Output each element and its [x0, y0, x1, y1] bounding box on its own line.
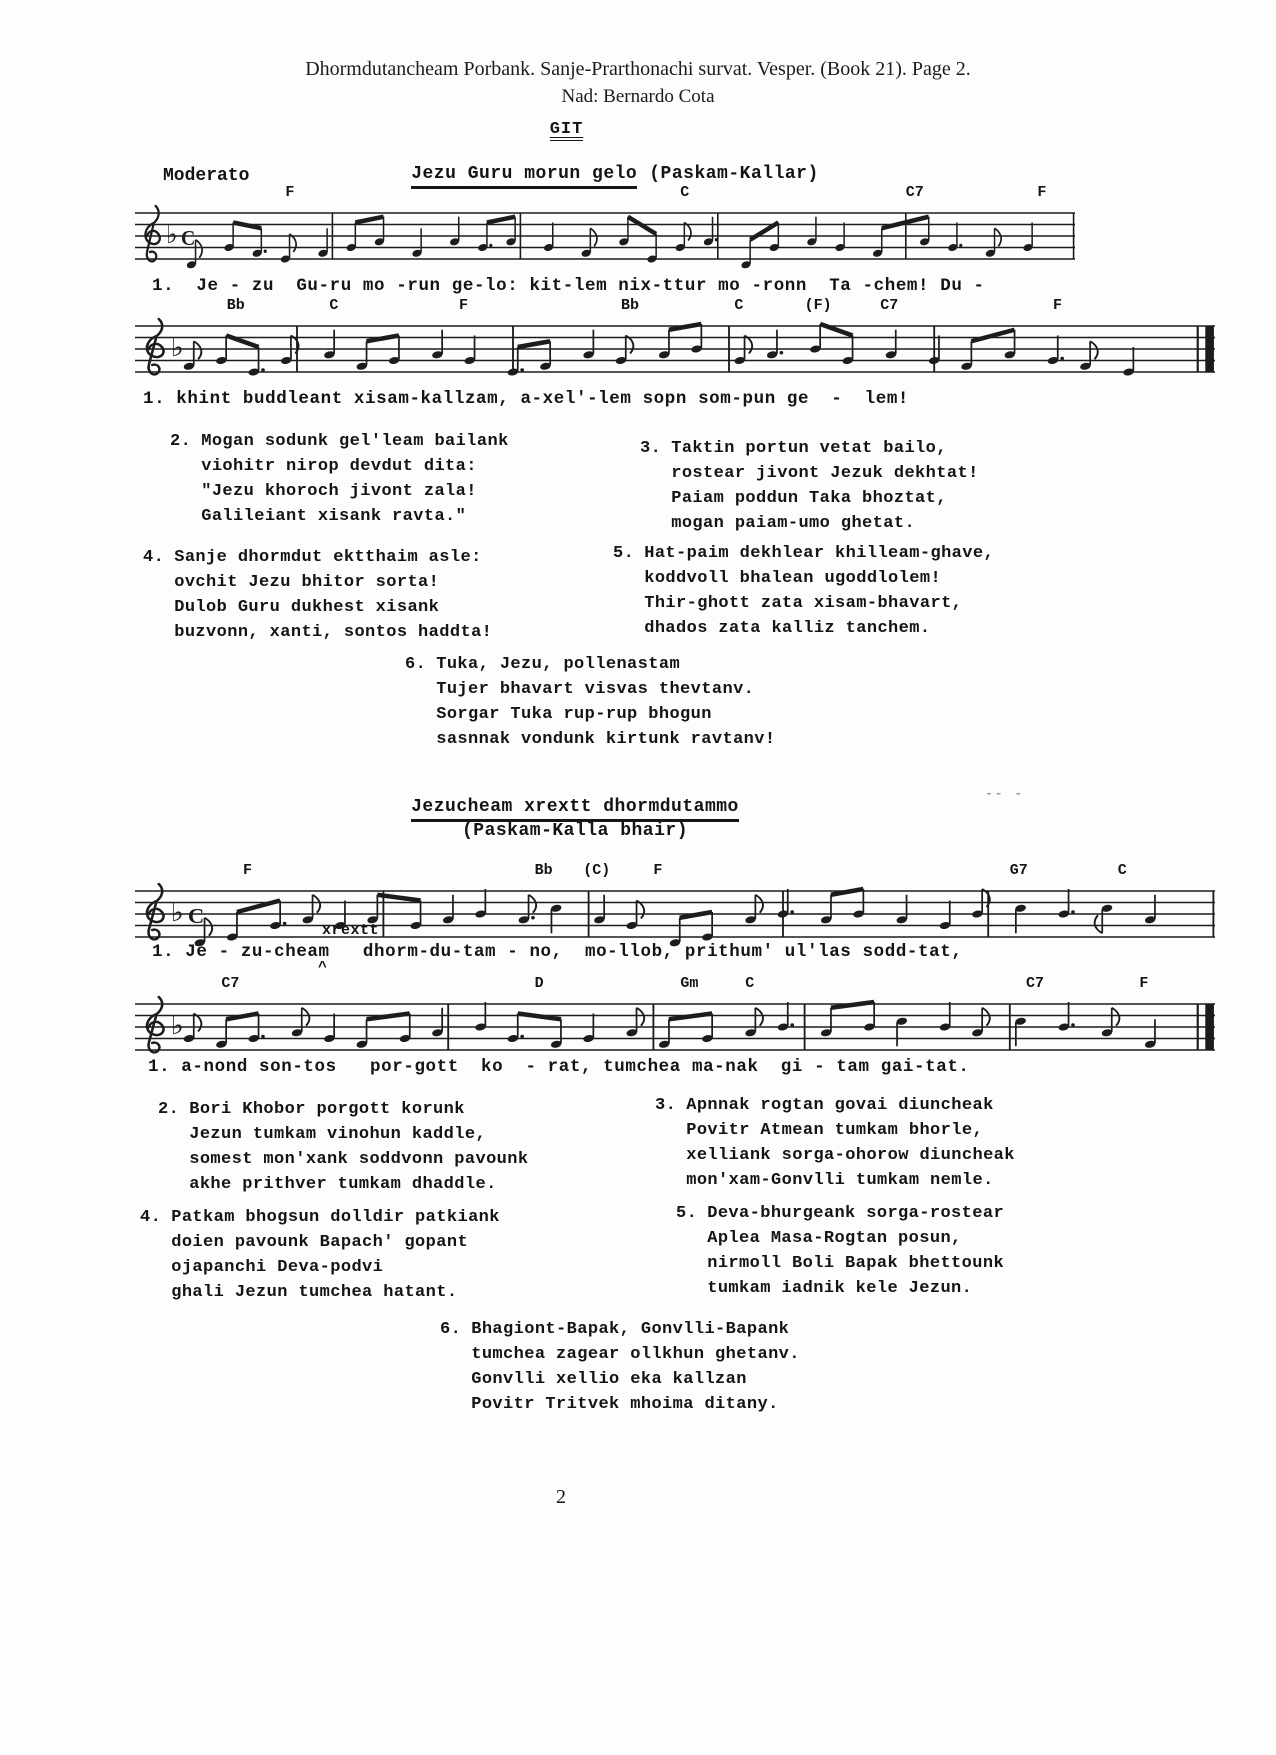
- verse-line: Sorgar Tuka rup-rup bhogun: [436, 705, 712, 724]
- section-title: GIT: [549, 120, 584, 139]
- verse-line: Povitr Atmean tumkam bhorle,: [686, 1121, 984, 1140]
- verse-lines: [436, 652, 775, 752]
- verse-lines: [471, 1317, 800, 1417]
- verse-line: Apnnak rogtan govai diuncheak: [686, 1096, 994, 1115]
- verse-line: mon'xam-Gonvlli tumkam nemle.: [686, 1171, 994, 1190]
- verse-lines: [201, 429, 508, 529]
- music-staff: [135, 316, 1215, 386]
- chord-label: C7: [221, 975, 240, 992]
- verse-number: 6.: [405, 655, 427, 674]
- song2-lyric-line-2: 1. a-nond son-tos por-gott ko - rat, tumchea ma-nak gi - tam gai-tat.: [148, 1057, 970, 1077]
- svg-text:C: C: [187, 904, 205, 928]
- verse-line: Galileiant xisank ravta.": [201, 507, 467, 526]
- verse-line: Bori Khobor porgott korunk: [189, 1100, 465, 1119]
- song2-verse-5: [676, 1201, 1004, 1301]
- verse-line: xelliank sorga-ohorow diuncheak: [686, 1146, 1015, 1165]
- verse-line: Thir-ghott zata xisam-bhavart,: [644, 594, 963, 613]
- song1-title: Jezu Guru morun gelo: [411, 164, 637, 189]
- chord-label: F: [285, 184, 295, 201]
- verse-number: 2.: [158, 1100, 180, 1119]
- song1-lyric-line-2: 1. khint buddleant xisam-kallzam, a-xel'-lem sopn som-pun ge - lem!: [143, 389, 910, 409]
- song1-verse-2: [170, 429, 509, 529]
- svg-text:♭: ♭: [170, 1010, 184, 1041]
- svg-text:♭: ♭: [170, 897, 184, 928]
- chord-label: F: [243, 862, 253, 879]
- song1-verse-6: [405, 652, 775, 752]
- tempo-marking: Moderato: [163, 166, 250, 186]
- verse-line: mogan paiam-umo ghetat.: [671, 514, 916, 533]
- song2-title: Jezucheam xrextt dhormdutammo: [411, 797, 739, 822]
- svg-text:♭: ♭: [166, 219, 178, 250]
- verse-line: Jezun tumkam vinohun kaddle,: [189, 1125, 487, 1144]
- chord-label: C: [329, 297, 339, 314]
- verse-lines: [686, 1093, 1015, 1193]
- verse-number: 4.: [143, 548, 165, 567]
- chord-label: C7: [905, 184, 924, 201]
- verse-line: buzvonn, xanti, sontos haddta!: [174, 623, 493, 642]
- verse-lines: [171, 1205, 500, 1305]
- verse-line: ojapanchi Deva-podvi: [171, 1258, 384, 1277]
- song1-lyric-line-1: 1. Je - zu Gu-ru mo -run ge-lo: kit-lem nix-ttur mo -ronn Ta -chem! Du -: [152, 276, 985, 296]
- verse-line: Bhagiont-Bapak, Gonvlli-Bapank: [471, 1320, 790, 1339]
- verse-number: 4.: [140, 1208, 162, 1227]
- verse-line: sasnnak vondunk kirtunk ravtanv!: [436, 730, 776, 749]
- verse-number: 6.: [440, 1320, 462, 1339]
- verse-number: 5.: [676, 1204, 698, 1223]
- verse-lines: [707, 1201, 1004, 1301]
- verse-number: 5.: [613, 544, 635, 563]
- verse-line: rostear jivont Jezuk dekhtat!: [671, 464, 979, 483]
- section-title-wrap: [0, 118, 1133, 139]
- verse-lines: [174, 545, 492, 645]
- verse-line: dhados zata kalliz tanchem.: [644, 619, 931, 638]
- song2-verse-2: [158, 1097, 528, 1197]
- verse-lines: [671, 436, 978, 536]
- verse-line: Aplea Masa-Rogtan posun,: [707, 1229, 962, 1248]
- song1-title-wrap: [0, 164, 1230, 184]
- chord-label: C7: [880, 297, 899, 314]
- verse-line: doien pavounk Bapach' gopant: [171, 1233, 469, 1252]
- verse-line: ghali Jezun tumchea hatant.: [171, 1283, 458, 1302]
- song2-verse-4: [140, 1205, 500, 1305]
- verse-line: Hat-paim dekhlear khilleam-ghave,: [644, 544, 995, 563]
- song1-verse-3: [640, 436, 979, 536]
- chord-label: F: [653, 862, 663, 879]
- music-staff: [135, 994, 1215, 1064]
- verse-line: "Jezu khoroch jivont zala!: [201, 482, 477, 501]
- verse-line: Mogan sodunk gel'leam bailank: [201, 432, 509, 451]
- verse-line: tumkam iadnik kele Jezun.: [707, 1279, 973, 1298]
- song2-title-wrap: [0, 797, 1150, 841]
- chord-label: C: [1117, 862, 1127, 879]
- verse-line: somest mon'xank soddvonn pavounk: [189, 1150, 529, 1169]
- verse-line: nirmoll Boli Bapak bhettounk: [707, 1254, 1005, 1273]
- inserted-word-annotation: xrextt: [322, 922, 380, 939]
- page-number: 2: [556, 1486, 566, 1508]
- page-subheader: Nad: Bernardo Cota: [561, 86, 715, 107]
- song1-verse-4: [143, 545, 492, 645]
- verse-number: 2.: [170, 432, 192, 451]
- verse-line: Taktin portun vetat bailo,: [671, 439, 947, 458]
- verse-line: tumchea zagear ollkhun ghetanv.: [471, 1345, 800, 1364]
- verse-line: Paiam poddun Taka bhoztat,: [671, 489, 947, 508]
- chord-label: Bb: [226, 297, 245, 314]
- song2-staff-1: [135, 862, 1215, 951]
- chord-label: Bb: [534, 862, 553, 879]
- verse-line: Dulob Guru dukhest xisank: [174, 598, 440, 617]
- verse-line: Tujer bhavart visvas thevtanv.: [436, 680, 755, 699]
- verse-line: Sanje dhormdut ektthaim asle:: [174, 548, 482, 567]
- verse-line: Povitr Tritvek mhoima ditany.: [471, 1395, 779, 1414]
- verse-line: koddvoll bhalean ugoddlolem!: [644, 569, 942, 588]
- song2-staff-2: [135, 975, 1215, 1064]
- verse-number: 3.: [640, 439, 662, 458]
- chord-label: G7: [1009, 862, 1028, 879]
- song1-staff-1: [135, 184, 1075, 273]
- chord-label: F: [459, 297, 469, 314]
- verse-line: Gonvlli xellio eka kallzan: [471, 1370, 747, 1389]
- song2-verse-6: [440, 1317, 800, 1417]
- insertion-caret: ^: [318, 959, 328, 976]
- chord-label: (F): [804, 297, 832, 314]
- svg-text:C: C: [181, 227, 196, 251]
- chord-label: Gm: [680, 975, 699, 992]
- page-header: Dhormdutancheam Porbank. Sanje-Prarthonachi survat. Vesper. (Book 21). Page 2.: [305, 58, 971, 80]
- song2-verse-3: [655, 1093, 1015, 1193]
- chord-label: C7: [1026, 975, 1045, 992]
- music-staff: [135, 881, 1215, 951]
- verse-line: Patkam bhogsun dolldir patkiank: [171, 1208, 500, 1227]
- verse-lines: [644, 541, 994, 641]
- svg-text:♭: ♭: [170, 332, 184, 363]
- music-staff: [135, 203, 1075, 273]
- verse-lines: [189, 1097, 528, 1197]
- chord-label: F: [1037, 184, 1047, 201]
- chord-label: (C): [583, 862, 611, 879]
- scan-artifact: -- -: [985, 786, 1025, 801]
- verse-line: viohitr nirop devdut dita:: [201, 457, 477, 476]
- verse-line: Tuka, Jezu, pollenastam: [436, 655, 681, 674]
- chord-label: C: [680, 184, 690, 201]
- chord-label: D: [534, 975, 544, 992]
- chord-label: C: [734, 297, 744, 314]
- song2-subtitle: (Paskam-Kalla bhair): [461, 821, 689, 841]
- chord-label: F: [1053, 297, 1063, 314]
- song1-verse-5: [613, 541, 994, 641]
- chord-label: F: [1139, 975, 1149, 992]
- chord-label: C: [745, 975, 755, 992]
- verse-number: 3.: [655, 1096, 677, 1115]
- chord-label: Bb: [621, 297, 640, 314]
- verse-line: ovchit Jezu bhitor sorta!: [174, 573, 440, 592]
- verse-line: Deva-bhurgeank sorga-rostear: [707, 1204, 1005, 1223]
- song2-lyric-line-1: 1. Je - zu-cheam dhorm-du-tam - no, mo-llob, prithum' ul'las sodd-tat,: [152, 942, 963, 962]
- verse-line: akhe prithver tumkam dhaddle.: [189, 1175, 497, 1194]
- song1-staff-2: [135, 297, 1215, 386]
- song1-title-suffix: (Paskam-Kallar): [649, 164, 819, 184]
